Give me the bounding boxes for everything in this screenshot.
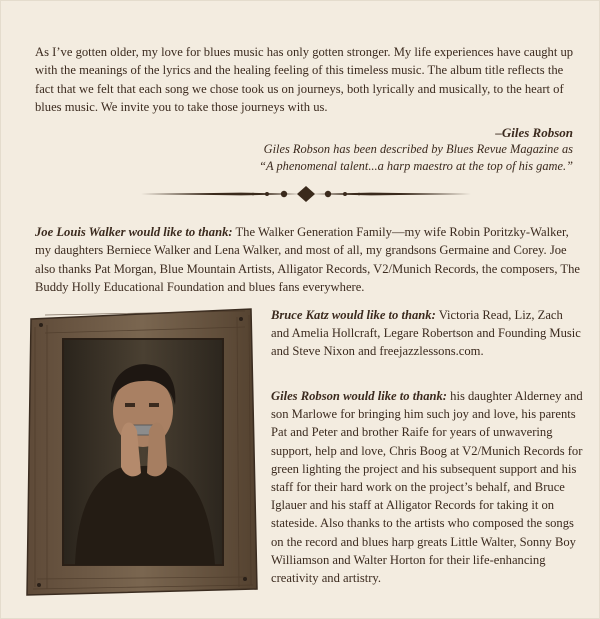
thanks-joe-heading: Joe Louis Walker would like to thank: <box>35 225 233 239</box>
thanks-joe-text: The Walker Generation Family—my wife Robin Poritzky-Walker, my daughters Berniece Walker and Lena Walker, and most of all, my grandsons Germaine and Corey. Joe also thanks Pat Morgan, Blue Mountain Artists, Alligator Records, V2/Munich Records, the composers, The Buddy Holly Educational Foundation and blues fans everywhere. <box>35 225 580 294</box>
bio-line-1: Giles Robson has been described by Blues Revue Magazine as <box>263 142 573 156</box>
thanks-giles-heading: Giles Robson would like to thank: <box>271 389 447 403</box>
thanks-giles-robson <box>271 387 583 587</box>
ornamental-divider <box>141 185 471 203</box>
signature: –Giles Robson <box>495 125 573 140</box>
thanks-giles-text: his daughter Alderney and son Marlowe for bringing him such joy and love, his parents Pat and Peter and brother Raife for years of unwavering support, help and love, Chris Boog at V2/Munich Records for green lighting the project and his subsequent support and his staff for their hard work on the project’s behalf, and Bruce Iglauer and his staff at Alligator Records for taking it on stateside. Also thanks to the artists who composed the songs on the record and blues harp greats Little Walter, Sonny Boy Williamson and Walter Horton for their life-enhancing creativity and artistry. <box>271 389 583 586</box>
thanks-bruce-katz <box>271 306 583 361</box>
thanks-bruce-text: Victoria Read, Liz, Zach and Amelia Hollcraft, Legare Robertson and Founding Music and Steve Nixon and freejazzlessons.com. <box>271 308 581 359</box>
intro-paragraph: As I’ve gotten older, my love for blues music has only gotten stronger. My life experiences have caught up with the meanings of the lyrics and the healing feeling of this timeless music. The album title reflects the fact that we felt that each song we chose took us on journeys, both lyrically and musically, to the heart of blues music. We invite you to take those journeys with us. <box>35 45 574 114</box>
bio-line-2: “A phenomenal talent...a harp maestro at the top of his game.” <box>259 159 573 173</box>
thanks-joe-louis-walker <box>35 223 581 296</box>
framed-photo-harmonica-player <box>25 307 259 597</box>
thanks-bruce-heading: Bruce Katz would like to thank: <box>271 308 436 322</box>
bio-quote <box>153 141 573 175</box>
